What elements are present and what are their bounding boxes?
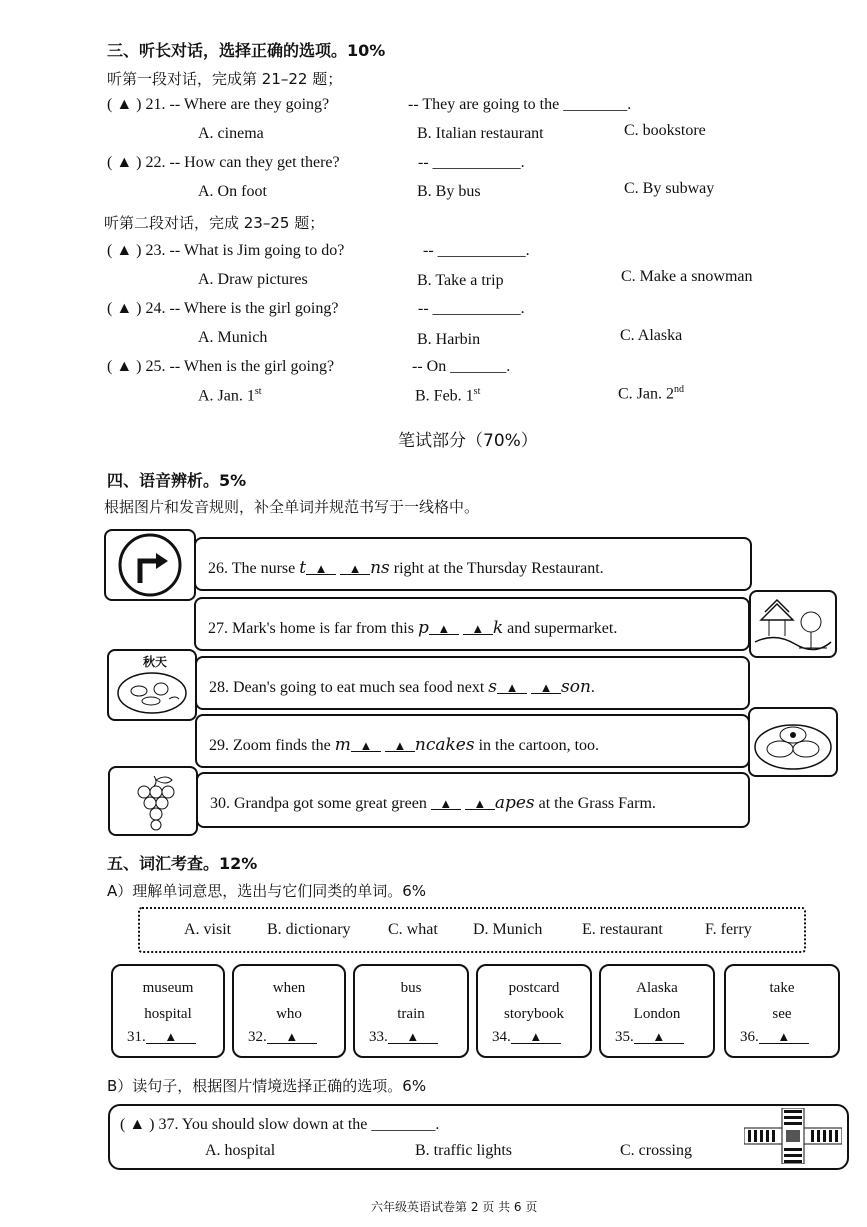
item-26-blank1[interactable]: ▲	[306, 560, 336, 575]
item-28-blank1[interactable]: ▲	[497, 679, 527, 694]
mooncakes-picture	[748, 707, 838, 777]
q24-option-b: B. Harbin	[417, 331, 481, 348]
item-26-text: 26. The nurse	[208, 560, 300, 577]
word-bank	[138, 907, 806, 953]
q24-option-c: C. Alaska	[620, 327, 683, 344]
q22-option-a: A. On foot	[198, 183, 267, 200]
choice-f: F. ferry	[705, 921, 752, 938]
item-30-rest: at the Grass Farm.	[534, 795, 656, 812]
question-25-reply: -- On _______.	[412, 358, 511, 375]
item-28-hint1: s	[488, 677, 497, 697]
vocab-part-b: B）读句子，根据图片情境选择正确的选项。6%	[107, 1077, 427, 1095]
question-24: ( ▲ ) 24. -- Where is the girl going?	[107, 300, 339, 317]
group-32-word2: who	[276, 1006, 302, 1022]
item-30-text: 30. Grandpa got some great green	[210, 795, 431, 812]
answer-36[interactable]: 36. ▲	[740, 1029, 809, 1046]
answer-35[interactable]: 35. ▲	[615, 1029, 684, 1046]
q21-option-b: B. Italian restaurant	[417, 125, 544, 142]
group-35-word2: London	[633, 1006, 681, 1022]
page-footer: 六年级英语试卷第 2 页 共 6 页	[371, 1200, 538, 1214]
group-35-word1: Alaska	[636, 980, 678, 996]
answer-33[interactable]: 33. ▲	[369, 1029, 438, 1046]
listening-part2: 听第二段对话，完成 23–25 题；	[104, 214, 325, 232]
q21-option-a: A. cinema	[198, 125, 264, 142]
word-group-36	[724, 964, 840, 1058]
listening-heading: 三、听长对话，选择正确的选项。10%	[107, 41, 386, 60]
choice-b: B. dictionary	[267, 921, 351, 938]
park-icon	[751, 592, 835, 656]
q37-option-a: A. hospital	[205, 1142, 276, 1159]
phonics-item-30	[196, 772, 750, 828]
choice-d: D. Munich	[473, 921, 543, 938]
question-23-reply: -- ___________.	[423, 242, 530, 259]
q23-option-c: C. Make a snowman	[621, 268, 753, 285]
phonics-item-29	[195, 714, 750, 768]
question-24-reply: -- ___________.	[418, 300, 525, 317]
group-32-word1: when	[272, 980, 306, 996]
listening-part1: 听第一段对话，完成第 21–22 题；	[107, 70, 343, 88]
q37-option-b: B. traffic lights	[415, 1142, 513, 1159]
vocab-part-a: A）理解单词意思，选出与它们同类的单词。6%	[107, 882, 427, 900]
vocab-heading: 五、词汇考查。12%	[107, 854, 258, 873]
phonics-instruction: 根据图片和发音规则，补全单词并规范书写于一线格中。	[104, 498, 480, 516]
park-picture	[749, 590, 837, 658]
item-27-rest: and supermarket.	[503, 620, 618, 637]
q25-option-a: A. Jan. 1st	[198, 386, 262, 405]
item-27-hint1: p	[417, 618, 429, 638]
item-26-blank2[interactable]: ▲	[340, 560, 370, 575]
grapes-icon	[110, 768, 196, 834]
choice-c: C. what	[388, 921, 438, 938]
group-31-word2: hospital	[144, 1006, 192, 1022]
written-part-title: 笔试部分（70%）	[398, 431, 538, 451]
item-26-hint2: ns	[370, 558, 390, 578]
item-28-text: 28. Dean's going to eat much sea food next	[209, 679, 489, 696]
q37-option-c: C. crossing	[620, 1142, 692, 1159]
item-30-blank2[interactable]: ▲	[465, 795, 495, 810]
item-29-text: 29. Zoom finds the	[209, 737, 335, 754]
item-27-blank2[interactable]: ▲	[463, 620, 493, 635]
phonics-item-26	[194, 537, 752, 591]
question-21: ( ▲ ) 21. -- Where are they going?	[107, 96, 330, 113]
grapes-picture	[108, 766, 198, 836]
group-36-word2: see	[772, 1006, 792, 1022]
choice-a: A. visit	[184, 921, 232, 938]
item-28-rest: .	[590, 679, 595, 696]
answer-31[interactable]: 31. ▲	[127, 1029, 196, 1046]
item-29-blank1[interactable]: ▲	[351, 737, 381, 752]
question-37-box	[108, 1104, 849, 1170]
group-34-word2: storybook	[504, 1006, 564, 1022]
question-22: ( ▲ ) 22. -- How can they get there?	[107, 154, 340, 171]
item-30-hint2: apes	[494, 793, 535, 813]
item-27-blank1[interactable]: ▲	[429, 620, 459, 635]
q25-option-b: B. Feb. 1st	[415, 386, 481, 405]
item-29-blank2[interactable]: ▲	[385, 737, 415, 752]
item-29-hint2: ncakes	[414, 735, 475, 755]
q23-option-b: B. Take a trip	[417, 272, 504, 289]
turn-right-sign-picture	[104, 529, 196, 601]
question-25: ( ▲ ) 25. -- When is the girl going?	[107, 358, 335, 375]
item-26-rest: right at the Thursday Restaurant.	[389, 560, 604, 577]
crossing-icon	[744, 1108, 842, 1164]
mooncake-icon	[750, 709, 836, 775]
choice-e: E. restaurant	[582, 921, 663, 938]
item-29-rest: in the cartoon, too.	[474, 737, 600, 754]
q21-option-c: C. bookstore	[624, 122, 706, 139]
word-group-33	[353, 964, 469, 1058]
item-30-blank1[interactable]: ▲	[431, 795, 461, 810]
item-28-hint2: son	[561, 677, 591, 697]
item-27-hint2: k	[492, 618, 504, 638]
question-23: ( ▲ ) 23. -- What is Jim going to do?	[107, 242, 345, 259]
question-22-reply: -- ___________.	[418, 154, 525, 171]
group-31-word1: museum	[142, 980, 194, 996]
autumn-food-picture	[107, 649, 197, 721]
q22-option-c: C. By subway	[624, 180, 715, 197]
word-group-34	[476, 964, 592, 1058]
item-28-blank2[interactable]: ▲	[531, 679, 561, 694]
group-33-word1: bus	[400, 980, 422, 996]
question-21-reply: -- They are going to the ________.	[408, 96, 632, 113]
turn-right-icon	[106, 531, 194, 599]
word-group-35	[599, 964, 715, 1058]
item-27-text: 27. Mark's home is far from this	[208, 620, 418, 637]
answer-34[interactable]: 34. ▲	[492, 1029, 561, 1046]
q23-option-a: A. Draw pictures	[198, 271, 308, 288]
q24-option-a: A. Munich	[198, 329, 268, 346]
word-group-32	[232, 964, 346, 1058]
phonics-heading: 四、语音辨析。5%	[107, 471, 247, 490]
question-37: ( ▲ ) 37. You should slow down at the ________.	[120, 1116, 440, 1133]
answer-32[interactable]: 32. ▲	[248, 1029, 317, 1046]
group-33-word2: train	[397, 1006, 425, 1022]
phonics-item-27	[194, 597, 750, 651]
autumn-label: 秋天	[143, 655, 168, 669]
item-26-hint1: t	[299, 558, 307, 578]
group-36-word1: take	[769, 980, 795, 996]
q22-option-b: B. By bus	[417, 183, 481, 200]
word-group-31	[111, 964, 225, 1058]
item-29-hint1: m	[334, 735, 351, 755]
group-34-word1: postcard	[508, 980, 560, 996]
phonics-item-28	[195, 656, 750, 710]
q25-option-c: C. Jan. 2nd	[618, 384, 684, 403]
